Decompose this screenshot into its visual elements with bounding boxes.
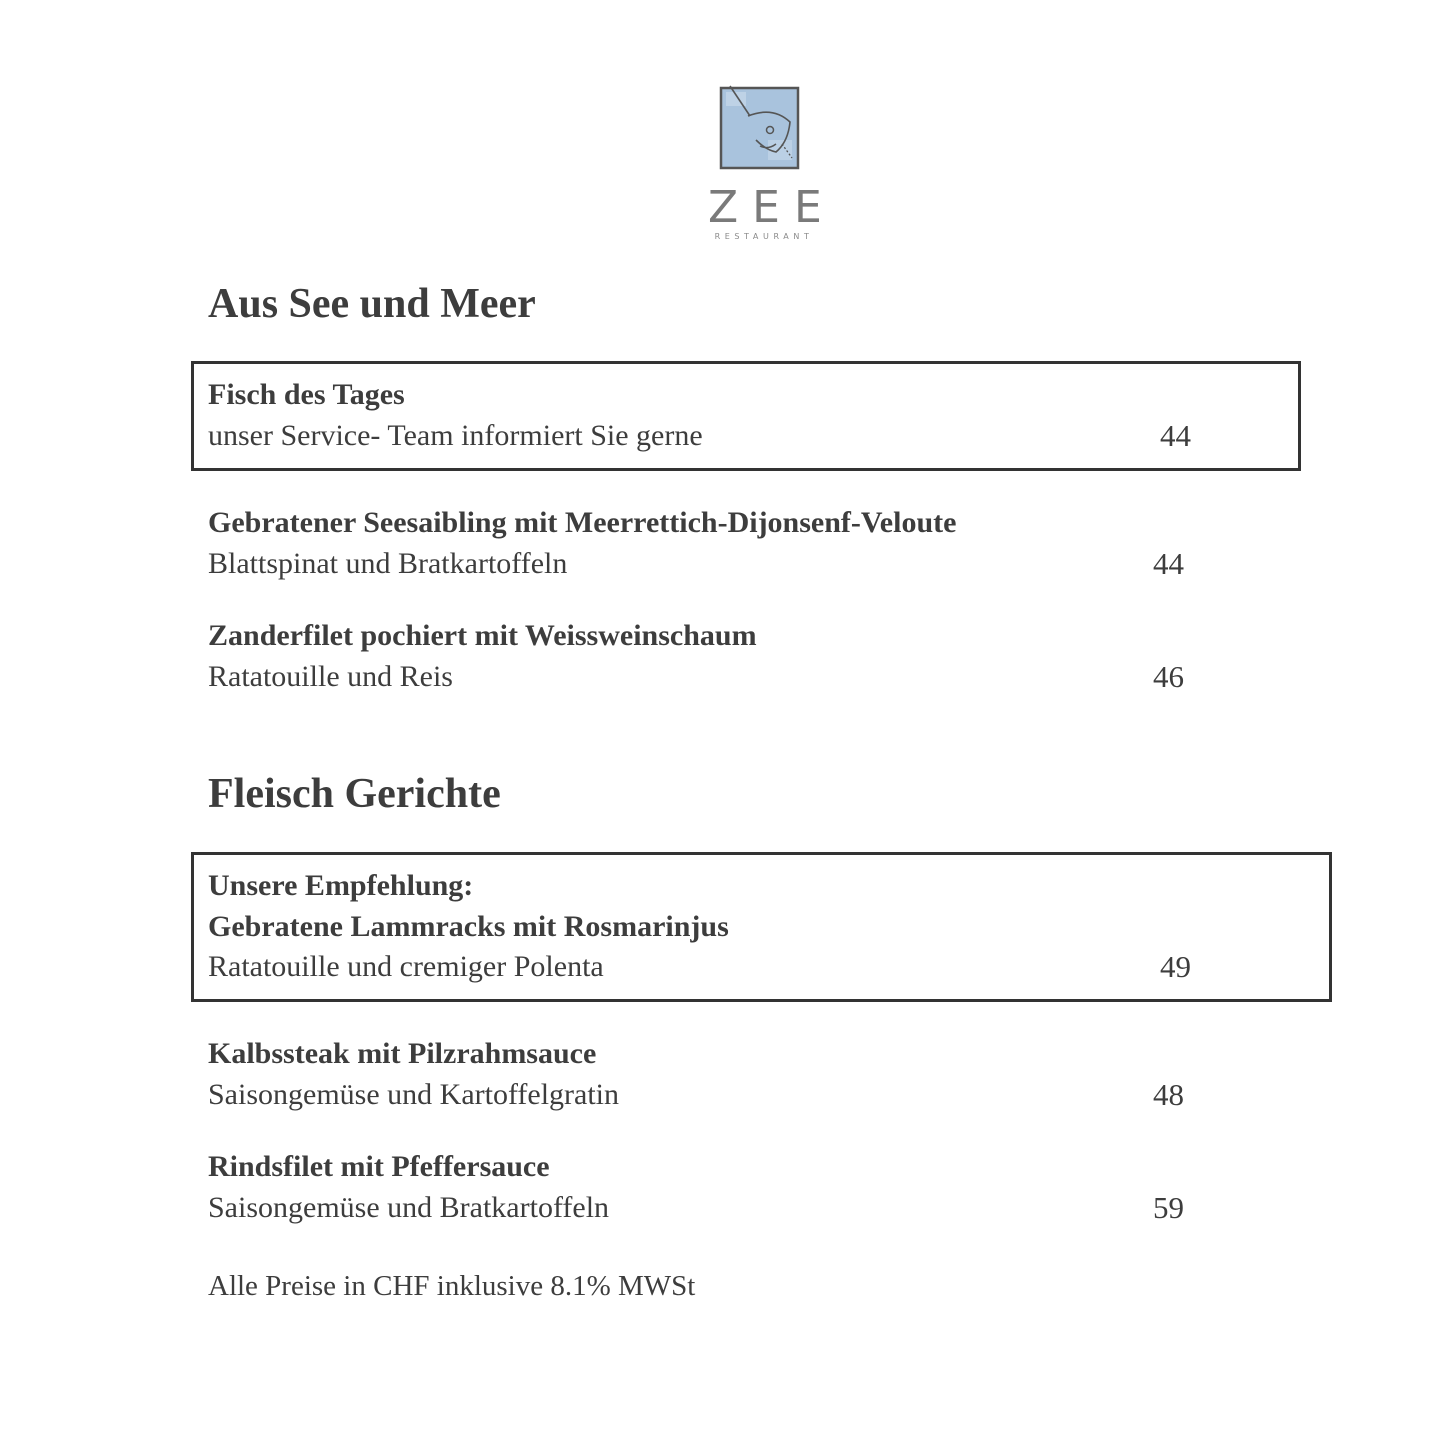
fish-head-icon <box>718 84 802 174</box>
dish-description: unser Service- Team informiert Sie gerne <box>208 419 703 452</box>
dish-name: Gebratener Seesaibling mit Meerrettich-Dijonsenf-Veloute <box>208 506 957 539</box>
price-note: Alle Preise in CHF inklusive 8.1% MWSt <box>208 1270 696 1302</box>
dish-price: 59 <box>1153 1190 1184 1225</box>
dish-name: Zanderfilet pochiert mit Weissweinschaum <box>208 619 757 652</box>
dish-name: Fisch des Tages <box>208 378 405 411</box>
brand-subtitle: RESTAURANT <box>714 232 814 241</box>
dish-price: 48 <box>1153 1077 1184 1112</box>
dish-price: 44 <box>1153 546 1184 581</box>
dish-price: 44 <box>1160 418 1191 453</box>
recommendation-label: Unsere Empfehlung: <box>208 869 474 902</box>
dish-name: Gebratene Lammracks mit Rosmarinjus <box>208 910 729 943</box>
dish-description: Blattspinat und Bratkartoffeln <box>208 547 568 580</box>
dish-price: 46 <box>1153 659 1184 694</box>
dish-name: Kalbssteak mit Pilzrahmsauce <box>208 1037 597 1070</box>
section-title-fish: Aus See und Meer <box>208 281 536 327</box>
dish-name: Rindsfilet mit Pfeffersauce <box>208 1150 550 1183</box>
dish-description: Ratatouille und cremiger Polenta <box>208 950 604 983</box>
dish-description: Saisongemüse und Kartoffelgratin <box>208 1078 620 1111</box>
brand-name: ZEE <box>708 182 836 233</box>
dish-description: Ratatouille und Reis <box>208 660 453 693</box>
section-title-meat: Fleisch Gerichte <box>208 771 501 817</box>
dish-price: 49 <box>1160 949 1191 984</box>
dish-description: Saisongemüse und Bratkartoffeln <box>208 1191 610 1224</box>
restaurant-logo <box>698 84 836 244</box>
